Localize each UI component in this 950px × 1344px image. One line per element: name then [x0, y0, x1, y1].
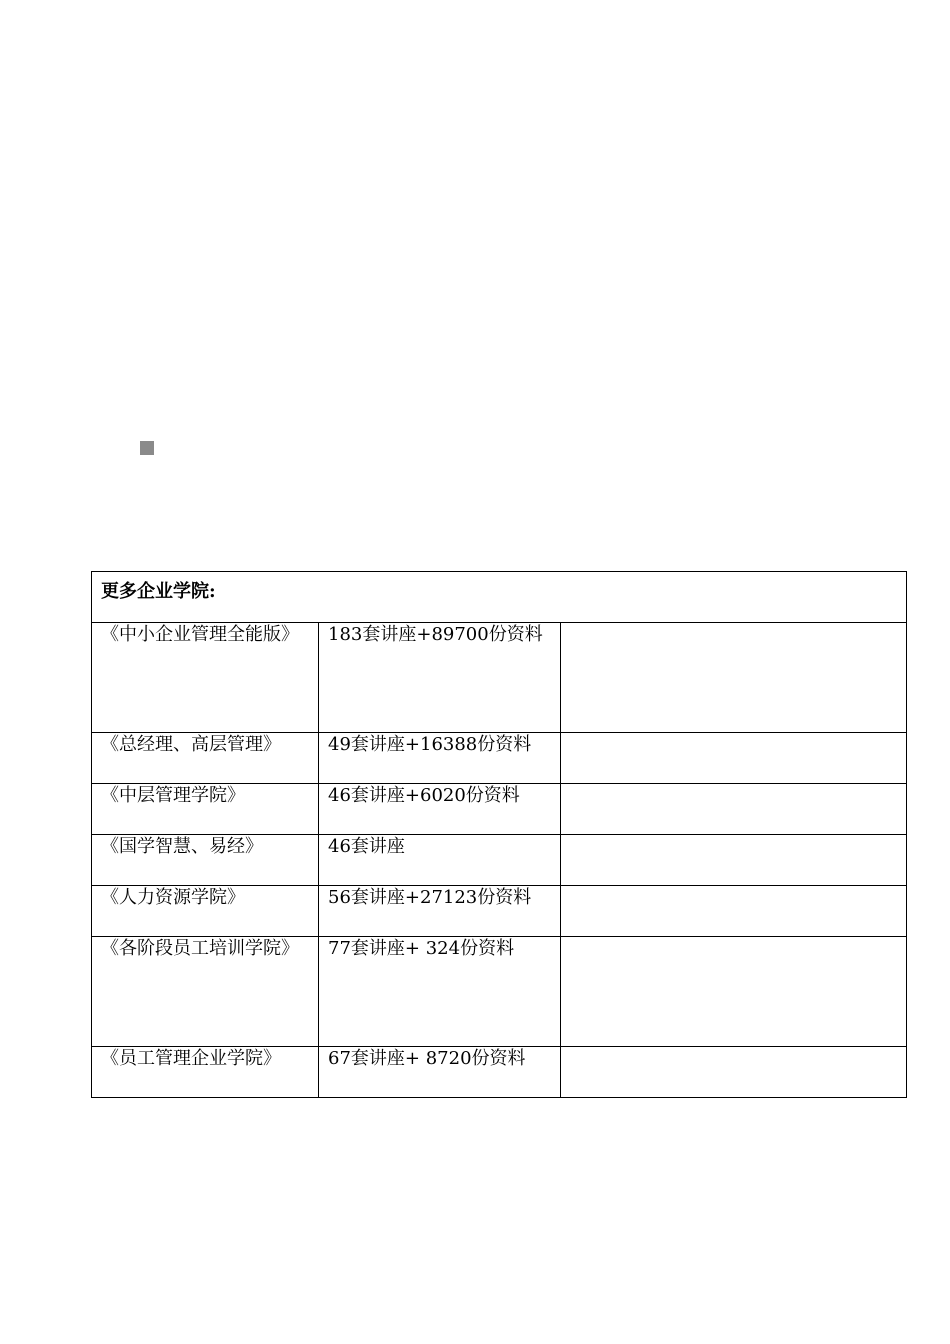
table-row — [92, 1047, 907, 1098]
academy-detail: 46套讲座 — [328, 836, 405, 857]
empty-cell — [561, 784, 907, 835]
academy-detail: 77套讲座+ 324份资料 — [328, 938, 515, 959]
academy-detail: 183套讲座+89700份资料 — [328, 624, 543, 645]
empty-cell — [561, 937, 907, 1047]
academy-name: 《人力资源学院》 — [101, 887, 245, 908]
academy-name: 《各阶段员工培训学院》 — [101, 938, 299, 959]
academy-detail-cell — [319, 1047, 561, 1098]
academy-name: 《国学智慧、易经》 — [101, 836, 263, 857]
empty-cell — [561, 733, 907, 784]
academy-name: 《员工管理企业学院》 — [101, 1048, 281, 1069]
academy-table — [91, 571, 907, 1098]
academy-name-cell — [92, 1047, 319, 1098]
academy-name: 《总经理、高层管理》 — [101, 734, 281, 755]
academy-detail: 67套讲座+ 8720份资料 — [328, 1048, 526, 1069]
academy-detail: 49套讲座+16388份资料 — [328, 734, 532, 755]
academy-detail: 46套讲座+6020份资料 — [328, 785, 520, 806]
academy-name: 《中层管理学院》 — [101, 785, 245, 806]
academy-detail: 56套讲座+27123份资料 — [328, 887, 532, 908]
table-title: 更多企业学院: — [101, 581, 216, 602]
empty-cell — [561, 1047, 907, 1098]
academy-name: 《中小企业管理全能版》 — [101, 624, 299, 645]
empty-cell — [561, 886, 907, 937]
empty-cell — [561, 835, 907, 886]
square-bullet-icon — [140, 441, 154, 455]
empty-cell — [561, 623, 907, 733]
